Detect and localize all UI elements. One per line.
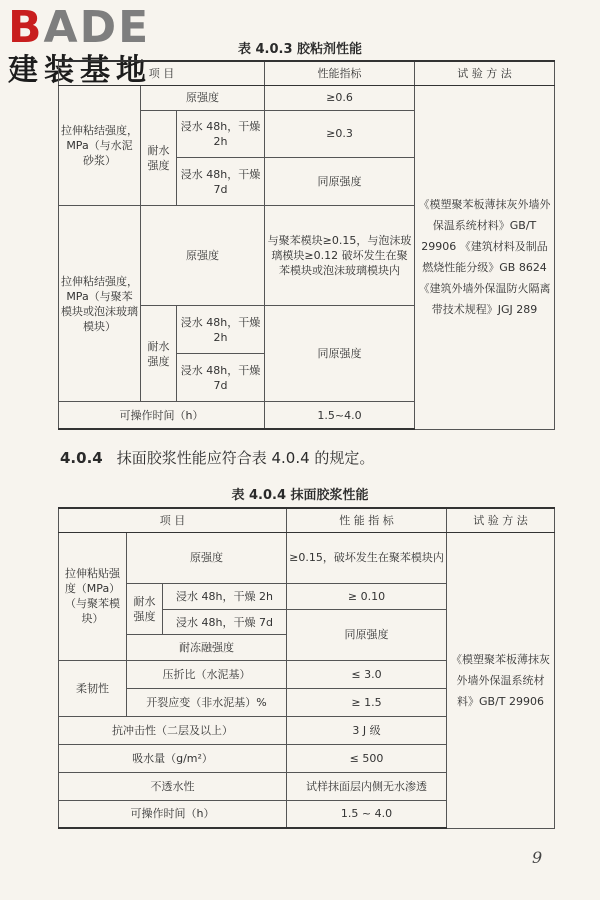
water-resistance-label: 耐水强度	[141, 306, 177, 402]
soak-2h-label: 浸水 48h，干燥 2h	[177, 306, 265, 354]
soak-value: 同原强度	[265, 306, 415, 402]
water-resistance-label: 耐水强度	[141, 110, 177, 206]
group2-label: 拉伸粘结强度，MPa（与聚苯模块或泡沫玻璃模块）	[59, 206, 141, 402]
soak-2h-label: 浸水 48h，干燥 2h	[163, 583, 287, 609]
logo-wordmark: BADE	[8, 2, 151, 53]
freeze-thaw-label: 耐冻融强度	[127, 635, 287, 661]
test-method: 《模塑聚苯板薄抹灰外墙外保温系统材料》GB/T 29906 《建筑材料及制品燃烧性能分级》GB 8624 《建筑外墙外保温防火隔离带技术规程》JGJ 289	[415, 85, 555, 429]
orig-strength-value: ≥0.15，破坏发生在聚苯模块内	[287, 532, 447, 583]
orig-strength-label: 原强度	[141, 206, 265, 306]
test-method: 《模塑聚苯板薄抹灰外墙外保温系统材料》GB/T 29906	[447, 532, 555, 828]
header-index: 性能指标	[265, 61, 415, 85]
plaster-mortar-table	[58, 507, 555, 829]
table2-title: 表 4.0.4 抹面胶浆性能	[231, 488, 369, 503]
impact-label: 抗冲击性（二层及以上）	[59, 716, 287, 744]
flexibility-label: 柔韧性	[59, 661, 127, 717]
impermeability-value: 试样抹面层内侧无水渗透	[287, 772, 447, 800]
logo-chinese: 建装基地	[8, 53, 152, 88]
table1-title: 表 4.0.3 胶粘剂性能	[237, 42, 363, 57]
op-time-value: 1.5 ~ 4.0	[287, 800, 447, 828]
water-resistance-label: 耐水强度	[127, 583, 163, 634]
bond-strength-label: 拉伸粘贴强度（MPa）（与聚苯模块）	[59, 532, 127, 661]
soak-2h-value: ≥0.3	[265, 110, 415, 158]
group1-label: 拉伸粘结强度，MPa（与水泥砂浆）	[59, 85, 141, 206]
header-method: 试 验 方 法	[415, 61, 555, 85]
soak-7d-label: 浸水 48h，干燥 7d	[177, 354, 265, 402]
soak-2h-label: 浸水 48h，干燥 2h	[177, 110, 265, 158]
impermeability-label: 不透水性	[59, 772, 287, 800]
header-item: 项 目	[59, 508, 287, 532]
soak-7d-value: 同原强度	[265, 158, 415, 206]
compression-ratio-label: 压折比（水泥基）	[127, 661, 287, 689]
page-number: 9	[532, 848, 543, 867]
crack-strain-value: ≥ 1.5	[287, 689, 447, 717]
header-item: 项 目	[59, 61, 265, 85]
water-absorption-value: ≤ 500	[287, 744, 447, 772]
clause-4-0-4: 4.0.4 抹面胶浆性能应符合表 4.0.4 的规定。	[60, 449, 375, 467]
adhesive-performance-table	[58, 60, 555, 430]
orig-strength-value: 与聚苯模块≥0.15，与泡沫玻璃模块≥0.12 破坏发生在聚苯模块或泡沫玻璃模块内	[265, 206, 415, 306]
crack-strain-label: 开裂应变（非水泥基）%	[127, 689, 287, 717]
header-method: 试 验 方 法	[447, 508, 555, 532]
compression-ratio-value: ≤ 3.0	[287, 661, 447, 689]
soak-7d-label: 浸水 48h，干燥 7d	[163, 609, 287, 635]
soak-7d-label: 浸水 48h，干燥 7d	[177, 158, 265, 206]
op-time-label: 可操作时间（h）	[59, 402, 265, 429]
soak-2h-value: ≥ 0.10	[287, 583, 447, 609]
orig-strength-value: ≥0.6	[265, 85, 415, 110]
op-time-label: 可操作时间（h）	[59, 800, 287, 828]
orig-strength-label: 原强度	[141, 85, 265, 110]
orig-strength-label: 原强度	[127, 532, 287, 583]
op-time-value: 1.5~4.0	[265, 402, 415, 429]
same-orig-value: 同原强度	[287, 609, 447, 660]
impact-value: 3 J 级	[287, 716, 447, 744]
water-absorption-label: 吸水量（g/m²）	[59, 744, 287, 772]
header-index: 性 能 指 标	[287, 508, 447, 532]
